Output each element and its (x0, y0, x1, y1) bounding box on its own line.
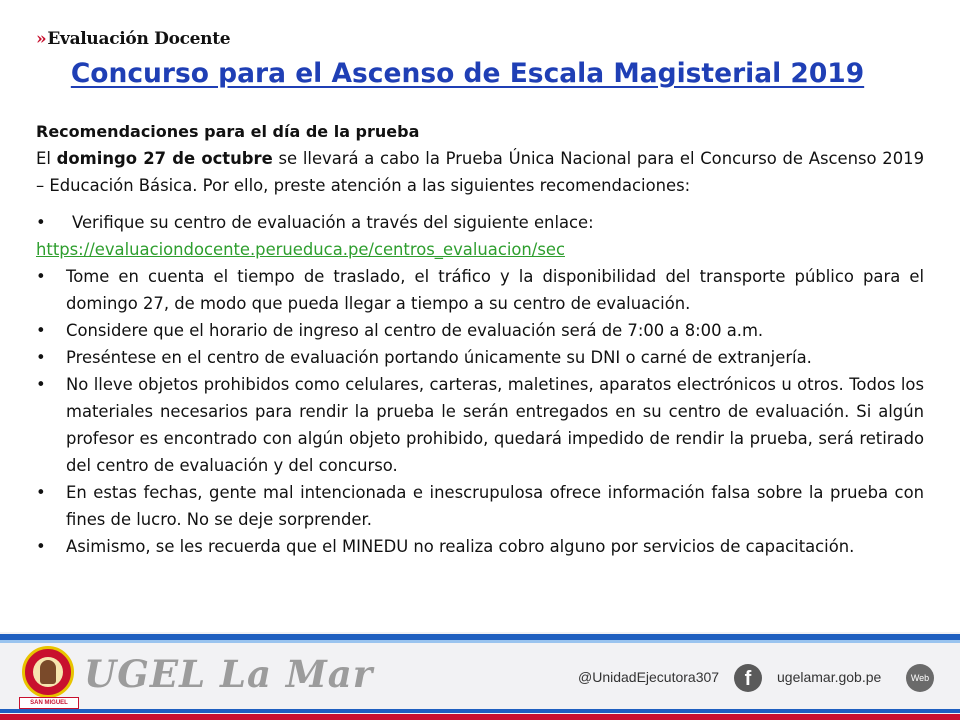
list-item-text: Preséntese en el centro de evaluación portando únicamente su DNI o carné de extranjería. (66, 348, 812, 367)
seal-ribbon: SAN MIGUEL (19, 697, 79, 709)
bullet-icon: • (36, 375, 46, 394)
social-handle[interactable]: @UnidadEjecutora307 (578, 669, 720, 685)
website-link[interactable]: ugelamar.gob.pe (777, 669, 882, 685)
list-item-text: Considere que el horario de ingreso al centro de evaluación será de 7:00 a 8:00 a.m. (66, 321, 764, 340)
bullet-icon: • (36, 321, 46, 340)
section-subheading: Recomendaciones para el día de la prueba (36, 122, 420, 141)
list-item-text: Asimismo, se les recuerda que el MINEDU no realiza cobro alguno por servicios de capacitación. (66, 537, 855, 556)
seal-figure (40, 660, 56, 684)
footer-divider-light (0, 640, 960, 643)
bullet-icon: • (36, 348, 46, 367)
list-item-text: Verifique su centro de evaluación a través del siguiente enlace: (72, 213, 594, 232)
list-item (36, 317, 924, 344)
footer-bottom-red (0, 714, 960, 720)
bullet-icon: • (36, 267, 46, 286)
list-item (36, 344, 924, 371)
intro-paragraph (36, 145, 924, 199)
bullet-icon: • (36, 537, 46, 556)
intro-pre: El (36, 149, 57, 168)
org-name: UGEL La Mar (84, 652, 374, 696)
page-title: Concurso para el Ascenso de Escala Magisterial 2019 (70, 58, 865, 89)
list-item-text: En estas fechas, gente mal intencionada e inescrupulosa ofrece información falsa sobre la prueba con fines de lucro. No se deje sorprender. (66, 483, 924, 529)
footer-bottom-blue (0, 709, 960, 713)
chevron-icon: » (36, 29, 47, 49)
bullet-icon: • (36, 213, 46, 232)
ugel-seal-logo (22, 646, 74, 698)
facebook-icon[interactable]: f (734, 664, 762, 692)
recommendations-list (36, 209, 924, 560)
list-item-text: Tome en cuenta el tiempo de traslado, el tráfico y la disponibilidad del transporte público para el domingo 27, de modo que pueda llegar a tiempo a su centro de evaluación. (66, 267, 924, 313)
bullet-icon: • (36, 483, 46, 502)
brand-header (36, 29, 230, 49)
brand-label: Evaluación Docente (47, 29, 231, 49)
list-item (36, 209, 924, 263)
list-item (36, 533, 924, 560)
evaluation-centers-link[interactable]: https://evaluaciondocente.perueduca.pe/centros_evaluacion/sec (36, 240, 565, 259)
list-item (36, 371, 924, 479)
intro-date: domingo 27 de octubre (56, 149, 273, 168)
list-item-text: No lleve objetos prohibidos como celulares, carteras, maletines, aparatos electrónicos u otros. Todos los materiales necesarios para rendir la prueba le serán entregados en su centro de evaluación. Si algún profesor es encontrado con algún objeto prohibido, quedará impedido de rendir la prueba, será retirado del centro de evaluación y del concurso. (66, 375, 924, 475)
main-content (36, 118, 924, 560)
list-item (36, 263, 924, 317)
web-globe-icon[interactable]: Web (906, 664, 934, 692)
list-item (36, 479, 924, 533)
intro-post: se llevará a cabo la Prueba Única Nacional para el Concurso de Ascenso 2019 – Educación Básica. Por ello, preste atención a las siguientes recomendaciones: (36, 149, 924, 195)
